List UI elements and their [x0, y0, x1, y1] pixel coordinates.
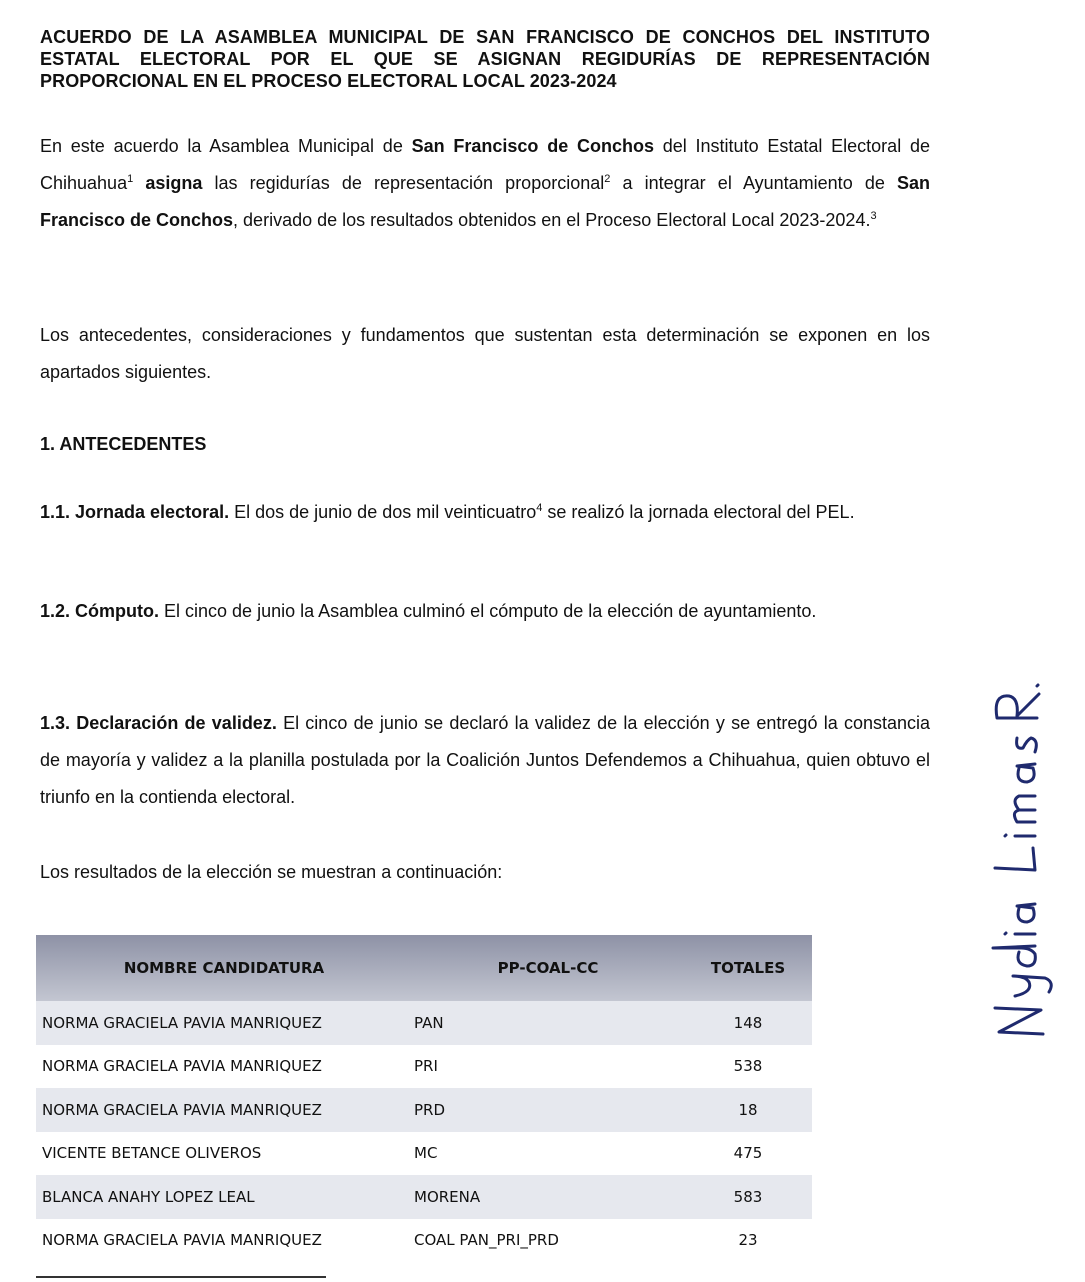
item-label: 1.1. Jornada electoral. — [40, 502, 230, 522]
item-text: El cinco de junio la Asamblea culminó el cómputo de la elección de ayuntamiento. — [159, 601, 817, 621]
item-text: El cinco de junio se declaró la validez de la elección y se entregó la constancia de mayoría y validez a la planilla postulada por la Coalición Juntos Defendemos a Chihuahua, quien obtuvo el triunfo en la contienda electoral. — [40, 713, 930, 807]
table-header-row — [36, 935, 812, 1001]
vote-total: 583 — [684, 1175, 812, 1219]
vote-total: 148 — [684, 1001, 812, 1045]
item-text: se realizó la jornada electoral del PEL. — [542, 502, 855, 522]
intro-text: a integrar el Ayuntamiento de — [610, 173, 897, 193]
scope-paragraph: Los antecedentes, consideraciones y fundamentos que sustentan esta determinación se exponen en los apartados siguientes. — [40, 325, 930, 382]
vote-total: 475 — [733, 1144, 763, 1163]
section-heading: 1. ANTECEDENTES — [40, 434, 207, 454]
item-text: El dos de junio de dos mil veinticuatro — [229, 502, 537, 522]
intro-text — [133, 173, 145, 193]
party-name: COAL PAN_PRI_PRD — [414, 1231, 559, 1250]
municipality-name: San Francisco de Conchos — [411, 136, 654, 156]
footnote-separator — [36, 1276, 326, 1278]
document-title: ACUERDO DE LA ASAMBLEA MUNICIPAL DE SAN FRANCISCO DE CONCHOS DEL INSTITUTO ESTATAL ELECTORAL POR EL QUE SE ASIGNAN REGIDURÍAS DE REPRESENTACIÓN PROPORCIONAL EN EL PROCESO ELECTORAL LOCAL 2023-2024 — [40, 27, 930, 91]
intro-text: las regidurías de representación proporcional — [202, 173, 605, 193]
intro-paragraph — [40, 128, 930, 239]
results-table — [36, 935, 812, 1262]
footnote-ref: 4 — [536, 502, 543, 514]
item-1-1 — [40, 494, 930, 531]
table-row — [36, 1045, 812, 1089]
table-row — [36, 1219, 812, 1263]
vote-total: 538 — [733, 1057, 763, 1076]
candidate-name: NORMA GRACIELA PAVIA MANRIQUEZ — [36, 1088, 412, 1132]
candidate-name: NORMA GRACIELA PAVIA MANRIQUEZ — [36, 1001, 412, 1045]
header-candidate: NOMBRE CANDIDATURA — [36, 935, 412, 1001]
vote-total: 23 — [738, 1231, 758, 1250]
party-name: PRI — [414, 1057, 438, 1076]
intro-text: En este acuerdo la Asamblea Municipal de — [40, 136, 412, 156]
intro-text: , derivado de los resultados obtenidos en el Proceso Electoral Local 2023-2024. — [233, 210, 871, 230]
party-name: PRD — [412, 1088, 684, 1132]
footnote-ref: 1 — [127, 173, 134, 185]
intro-bold-verb: asigna — [145, 173, 203, 193]
handwritten-signature — [985, 680, 1055, 1040]
party-name: MC — [414, 1144, 438, 1163]
header-totals: TOTALES — [684, 935, 812, 1001]
item-label: 1.2. Cómputo. — [40, 601, 160, 621]
footnote-ref: 2 — [604, 173, 611, 185]
item-label: 1.3. Declaración de validez. — [40, 713, 277, 733]
item-1-2 — [40, 593, 930, 630]
candidate-name: NORMA GRACIELA PAVIA MANRIQUEZ — [42, 1057, 322, 1076]
header-party: PP-COAL-CC — [412, 935, 684, 1001]
candidate-name: VICENTE BETANCE OLIVEROS — [42, 1144, 262, 1163]
results-intro: Los resultados de la elección se muestran a continuación: — [40, 862, 503, 882]
candidate-name: NORMA GRACIELA PAVIA MANRIQUEZ — [42, 1231, 322, 1250]
party-name: MORENA — [412, 1175, 684, 1219]
vote-total: 18 — [684, 1088, 812, 1132]
candidate-name: BLANCA ANAHY LOPEZ LEAL — [36, 1175, 412, 1219]
intro-text: del Instituto Estatal Electoral de Chihuahua — [40, 136, 930, 193]
table-row — [36, 1088, 812, 1132]
footnote-ref: 3 — [870, 210, 877, 222]
table-row — [36, 1175, 812, 1219]
item-1-3 — [40, 705, 930, 816]
table-row — [36, 1001, 812, 1045]
table-row — [36, 1132, 812, 1176]
municipality-name: San Francisco de Conchos — [40, 173, 930, 230]
party-name: PAN — [412, 1001, 684, 1045]
